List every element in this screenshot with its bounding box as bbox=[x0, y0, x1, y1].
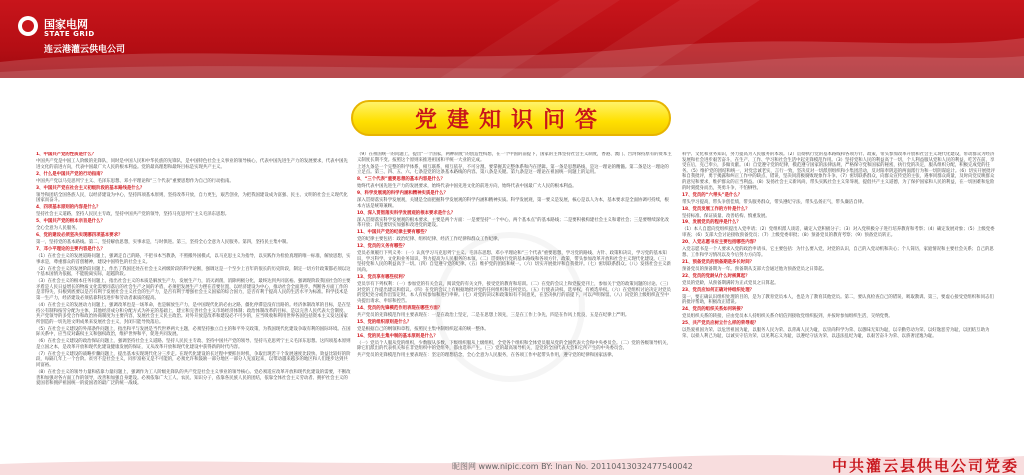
question-heading: 4、四项基本原则的内容是什么？ bbox=[36, 205, 101, 211]
question-heading: 15、党的组织原则是什么？ bbox=[357, 319, 412, 325]
question-heading: 5、中国共产党的根本宗旨是什么？ bbox=[36, 219, 105, 225]
answer-paragraph: 党的纪律主要包括：政治纪律、组织纪律、经济工作纪律和群众工作纪律。 bbox=[357, 237, 502, 243]
question-heading: 7、邓小平理论的主要内容是什么？ bbox=[36, 247, 105, 252]
answer-paragraph: 领导和团结全国各族人民，以经济建设为中心，坚持四项基本原则，坚持改革开放，自力更生，艰苦创业，为把我国建设成为富强、民主、文明的社会主义现代化国家而奋斗。 bbox=[36, 192, 348, 204]
question-heading: 11、中国共产党的纪律主要有哪些？ bbox=[357, 230, 429, 236]
question-heading: 19、发展党员的程序是什么？ bbox=[682, 220, 741, 226]
answer-paragraph: 党员享有下列权利：（一）参加党的有关会议，阅读党的有关文件，接受党的教育和培训。（二）在党的会议上和党报党刊上，参加关于党的政策问题的讨论。（三）对党的工作提出建议和倡议。（四）在党的会议上有根据地批评党的任何组织和任何党员。（五）行使表决权、选举权，有被选举权。（六）在党组织讨论决定对党员的党纪处分或作出鉴定时，本人有权参加和进行申辩。（七）对党的决议和政策如有不同意见，在坚决执行的前提下，可以声明保留。（八）向党的上级组织直至中央提出请求、申诉和控告。 bbox=[357, 281, 671, 304]
answer-paragraph: 全心全意为人民服务。 bbox=[36, 226, 80, 232]
watermark-text: 昵图网 www.nipic.com BY: lnan No. 20110413032477540042 bbox=[452, 462, 693, 471]
brand-name-en: STATE GRID bbox=[44, 30, 95, 38]
answer-paragraph: （5）在社会主义建设的外部条件问题上，指出和平与发展是当代世界两大主题，必须坚持独立自主的和平外交政策，为我国现代化建设争取有利的国际环境。在国际关系中，应当反对霸权主义和强权政治，维护世界和平，促进共同发展。 bbox=[36, 326, 351, 338]
question-heading: 24、党员的组织关系如何转接？ bbox=[682, 307, 746, 313]
text-column-middle bbox=[357, 152, 672, 464]
question-heading: 18、党员发展工作的方针是什么？ bbox=[682, 206, 750, 212]
answer-paragraph: 科学、文化和业务知识，努力提高为人民服务的本领。（2）贯彻执行党的基本路线和各项方针、政策，带头参加改革开放和社会主义现代化建设，带动群众为经济发展和社会进步艰苦奋斗，在生产、工作、学习和社会生活中起先锋模范作用。（3）坚持党和人民的利益高于一切，个人利益服从党和人民的利益，吃苦在前，享受在后，克己奉公，多做贡献。（4）自觉遵守党的纪律，模范遵守国家的法律法规，严格保守党和国家的秘密，执行党的决定，服从组织分配，积极完成党的任务。（5）维护党的团结和统一，对党忠诚老实，言行一致，坚决反对一切派别组织和小集团活动，反对阳奉阴违的两面派行为和一切阴谋诡计。（6）切实开展批评和自我批评，勇于揭露和纠正工作中的缺点、错误，坚决同消极腐败现象作斗争。（7）密切联系群众，向群众宣传党的主张，遇事同群众商量，及时向党反映群众的意见和要求，维护群众的正当利益。（8）发扬社会主义新风尚，带头实践社会主义荣辱观，提倡共产主义道德，为了保护国家和人民的利益，在一切困难和危险的时刻挺身而出，英勇斗争，不怕牺牲。 bbox=[682, 152, 995, 191]
answer-paragraph: 坚持社会主义道路，坚持人民民主专政，坚持中国共产党的领导，坚持马克思列宁主义毛泽东思想。 bbox=[36, 212, 230, 218]
question-heading: 12、党员的义务有哪些？ bbox=[357, 244, 408, 250]
question-heading: 8、“三个代表”重要思想的基本内容是什么？ bbox=[357, 177, 445, 183]
header-banner bbox=[0, 0, 1024, 78]
page-title-banner bbox=[351, 100, 671, 136]
question-heading: 2、什么是中国共产党的行动指南？ bbox=[36, 171, 105, 177]
answer-paragraph: 坚持标准、保证质量、改善结构、慎重发展。 bbox=[682, 213, 770, 219]
text-column-left bbox=[36, 152, 351, 464]
question-heading: 10、深入贯彻落实科学发展观的根本要求是什么？ bbox=[357, 210, 456, 216]
answer-paragraph: 预备党员的预备期为一年。预备期从支部大会通过他为预备党员之日算起。 bbox=[682, 266, 827, 272]
answer-paragraph: 共产党员的先锋模范作用主要表现在：一是在政治上坚定，二是在思想上领先，三是在工作上争先，四是在作风上优良，五是在纪律上严明。 bbox=[357, 312, 630, 318]
footer-org-name: 中共灌云县供电公司党委 bbox=[832, 457, 1020, 475]
answer-paragraph: 中国共产党是中国工人阶级的先锋队，同时是中国人民和中华民族的先锋队，是中国特色社会主义事业的领导核心，代表中国先进生产力的发展要求，代表中国先进文化的前进方向，代表中国最广大人民的根本利益。党的最高理想和最终目标是实现共产主义。 bbox=[36, 158, 348, 170]
brand-name-cn: 国家电网 bbox=[44, 18, 88, 31]
answer-paragraph: 共产党员的先锋模范作用主要表现在：坚定的理想信念，全心全意为人民服务，在各项工作中起带头作用，遵守党的纪律和国家法律。 bbox=[357, 353, 617, 359]
answer-paragraph: 带头学习提高，带头争创佳绩，带头服务群众，带头遵纪守法，带头弘扬正气，带头廉洁自律。 bbox=[682, 199, 867, 205]
answer-paragraph: （7）在社会主义建设的战略步骤问题上，提出基本实现现代化分三步走。在现代化建设的长过程中要抓住时机，争取出现若干个发展速度比较快、效益比较好的阶段，每隔几年上一个台阶。贫穷不是社会主义，同步富裕又是不可能的，必须允许和鼓励一部分地区一部分人先富起来，以带动越来越多的地区和人们逐步达到共同富裕。 bbox=[36, 351, 351, 369]
answer-paragraph: 以热爱祖国为荣、以危害祖国为耻，以服务人民为荣、以背离人民为耻，以崇尚科学为荣、以愚昧无知为耻，以辛勤劳动为荣、以好逸恶劳为耻，以团结互助为荣、以损人利己为耻，以诚实守信为荣、以见利忘义为耻，以遵纪守法为荣、以违法乱纪为耻，以艰苦奋斗为荣、以骄奢淫逸为耻。 bbox=[682, 328, 990, 339]
company-name: 连云港灌云供电公司 bbox=[44, 45, 126, 55]
answer-paragraph: （一）党员个人服从党的组织，少数服从多数，下级组织服从上级组织，全党各个组织和全体党员服从党的全国代表大会和中央委员会。（二）党的各级领导机关，除它们派出的代表机关和在非党组织中的党组外，都由选举产生。（三）党的最高领导机关，是党的全国代表大会和它所产生的中央委员会。 bbox=[357, 340, 671, 352]
answer-paragraph: 党员组织关系的转接，应由党员本人持组织关系介绍信到接收党组织报到，并按时参加组织生活，交纳党费。 bbox=[682, 314, 893, 320]
answer-paragraph: （1）本人自愿向党组织提出入党申请；（2）党组织派人谈话，确定入党积极分子；（3）对入党积极分子进行培养教育和考察；（4）确定发展对象；（5）上级党委审查；（6）支部大会讨论接收预备党员；（7）上级党委审批；（8）预备党员的教育考察；（9）预备党员转正。 bbox=[682, 227, 995, 239]
question-heading: 6、党的建设必须坚决实现哪四项基本要求？ bbox=[36, 233, 123, 239]
question-heading: 22、党员的党龄从什么时候算起？ bbox=[682, 273, 750, 279]
answer-paragraph: 党是根据自己的纲领和章程，按照民主集中制组织起来的统一整体。 bbox=[357, 326, 489, 332]
question-heading: 14、党员的先锋模范作用表现在哪些方面？ bbox=[357, 305, 443, 311]
question-heading: 1、中国共产党的性质是什么？ bbox=[36, 152, 97, 157]
state-grid-logo-icon bbox=[18, 16, 38, 36]
question-heading: 3、中国共产党在社会主义初级阶段的基本路线是什么？ bbox=[36, 185, 145, 191]
answer-paragraph: （2）在社会主义的发展阶段问题上，作出了我国还处在社会主义初级阶段的科学论断，强调这是一个至少上百年的很长的历史阶段，制定一切方针政策都必须以这个基本国情为依据，不能脱离实际，超越阶段。 bbox=[36, 266, 351, 278]
answer-paragraph: 中国共产党以马克思列宁主义、毛泽东思想、邓小平理论和“三个代表”重要思想作为自己的行动指南。 bbox=[36, 178, 234, 184]
question-heading: 16、党的民主集中制的基本原则是什么？ bbox=[357, 333, 438, 339]
answer-paragraph: 上述九条是一个完整的科学体系，相互联系，相互依存，不可分割。要掌握其完整体系和内在逻辑。第一条是思想路线，是这一理论的精髓。第二条是这一理论的立足点。第三、四、五、六、七条是党的这条基本路线的内容。第八条是关键。第九条是这一理论在祖国统一问题上的运用。 bbox=[357, 164, 669, 176]
answer-paragraph: 深入贯彻落实科学发展观，关键是全面把握科学发展观的科学内涵和精神实质。科学发展观，第一要义是发展，核心是以人为本，基本要求是全面协调可持续，根本方法是统筹兼顾。 bbox=[357, 198, 669, 209]
question-heading: 25、共产党员应树立什么样的荣辱观？ bbox=[682, 321, 759, 327]
answer-paragraph: 始终代表中国先进生产力的发展要求，始终代表中国先进文化的前进方向，始终代表中国最广大人民的根本利益。 bbox=[357, 184, 577, 190]
question-heading: 20、入党志愿书应主要包括哪些内容？ bbox=[682, 240, 759, 246]
text-column-right bbox=[682, 152, 997, 464]
question-heading: 21、预备党员的预备期是多长时间？ bbox=[682, 259, 754, 265]
answer-paragraph: （1）在社会主义的发展道路问题上，强调走自己的路，不把书本当教条，不照搬外国模式，以马克思主义为指导，以实践作为检验真理的唯一标准，解放思想，实事求是，尊重群众的首创精神，建设中国特色的社会主义。 bbox=[36, 253, 351, 265]
question-heading: 23、党员应如何正确对待组织处理？ bbox=[682, 287, 754, 293]
answer-paragraph: （6）在社会主义建设的政治保证问题上，强调坚持社会主义道路、坚持人民民主专政、坚持中国共产党的领导、坚持马克思列宁主义毛泽东思想。这四项基本原则是立国之本，是改革开放和现代化建设健康发展的保证，又从改革开放和现代化建设中获得新的时代内容。 bbox=[36, 339, 351, 350]
question-heading: 9、科学发展观的科学内涵和精神实质是什么？ bbox=[357, 191, 448, 197]
answer-paragraph: 第一，要正确认识组织处理的目的，是为了教育党员本人，也是为了教育其他党员。第二，要认真检查自己的错误，吸取教训。第三，要虚心接受党组织和同志们的批评帮助，积极改正错误。 bbox=[682, 294, 994, 306]
answer-paragraph: 第一，坚持党的基本路线。第二，坚持解放思想，实事求是，与时俱进。第三，坚持全心全意为人民服务。第四，坚持民主集中制。 bbox=[36, 240, 291, 246]
question-heading: 13、党员享有哪些权利？ bbox=[357, 274, 408, 280]
page-title: 党建知识问答 bbox=[414, 107, 607, 133]
answer-paragraph: 党员必须履行下列义务：（一）认真学习马克思列宁主义、毛泽东思想、邓小平理论和“三个代表”重要思想，学习党的路线、方针、政策和决议，学习党的基本知识，学习科学、文化和业务知识，努力提高为人民服务的本领。（二）贯彻执行党的基本路线和各项方针、政策，带头参加改革开放和社会主义现代化建设。（三）坚持党和人民的利益高于一切。（四）自觉遵守党的纪律。（五）维护党的团结和统一。（六）切实开展批评和自我批评。（七）密切联系群众。（八）发扬社会主义新风尚。 bbox=[357, 251, 671, 273]
answer-paragraph: （8）在社会主义的领导力量和依靠力量问题上，强调作为工人阶级先锋队的共产党是社会主义事业的领导核心。党必须适应改革开放和现代化建设的需要，不断改善和加强对各方面工作的领导，改善和加强自身建设。必须依靠广大工人、农民、知识分子，依靠各民族人民的团结，依靠全体社会主义劳动者、拥护社会主义的爱国者和拥护祖国统一的爱国者的最广泛的统一战线。 bbox=[36, 370, 351, 387]
answer-paragraph: 入党志愿书是一个人要求入党的政治申请书。它主要包括：为什么要入党，对党的认识，自己的入党动机和决心；个人简历，家庭情况和主要社会关系；自己的思想、工作和学习情况以及今后努力方向等。 bbox=[682, 247, 994, 258]
answer-paragraph: （4）在社会主义的发展动力问题上，强调改革也是一场革命，也是解放生产力，是中国现代化的必由之路，僵化停滞是没有出路的。经济体制改革的目标，是在坚持公有制和按劳分配为主体，其他经济成分和分配方式为补充的基础上，建立和完善社会主义市场经济体制；政治体制改革的目标，是以完善人民代表大会制度、共产党领导的多党合作和政治协商制度为主要内容，发展社会主义民主政治。对外开放是改革和建设必不可少的，应当吸收和利用世界各国包括资本主义发达国家所创造的一切先进文明成果来发展社会主义，封闭只能导致落后。 bbox=[36, 302, 351, 325]
answer-paragraph: 党员的党龄，从预备期满转为正式党员之日算起。 bbox=[682, 280, 779, 286]
answer-paragraph: （9）在祖国统一的问题上，提出“一个国家，两种制度”的创造性构想，在一个中国的前提下，国家的主体坚持社会主义制度，香港、澳门、台湾保持原有的资本主义制度长期不变。按照这个原则来推进祖国和平统一大业的完成。 bbox=[357, 152, 672, 163]
header-wave-decoration bbox=[0, 0, 1024, 78]
answer-paragraph: 深入贯彻落实科学发展观的根本要求，主要是两个方面：一是要坚持“一个中心，两个基本点”的基本路线；二是要积极构建社会主义和谐社会；三是要继续深化改革开放；四是要切实加强和改进党的建设。 bbox=[357, 217, 669, 229]
answer-paragraph: （3）在社会主义的根本任务问题上，指出社会主义的本质是解放生产力，发展生产力，消灭剥削，消除两极分化，最终达到共同富裕。强调现阶段我国社会的主要矛盾是人民日益增长的物质文化需要同落后的社会生产之间的矛盾，必须把发展生产力摆在首要位置，以经济建设为中心，推动社会全面进步。判断各方面工作的是非得失，归根到底要以是否有利于发展社会主义社会的生产力，是否有利于增强社会主义国家的综合国力，是否有利于提高人民的生活水平为标准。科学技术是第一生产力，经济建设必须依靠科技进步和劳动者素质的提高。 bbox=[36, 279, 351, 301]
question-heading: 17、党员的“六带头”是什么？ bbox=[682, 192, 743, 198]
